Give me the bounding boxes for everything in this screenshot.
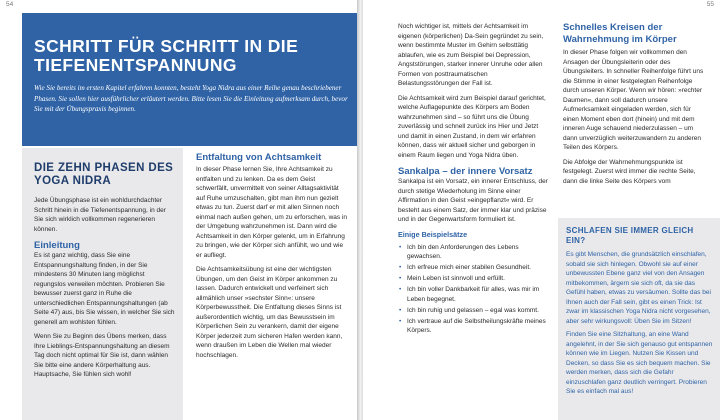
paragraph: Die Achtsamkeit wird zum Beispiel darauf gerichtet, welche Auflagepunkte des Körpers am Boden wahrzunehmen sind – so führt uns die Übung zuverlässig und schnell zurück ins Hier und Jetzt und damit in einen Zustand, in dem wir erfahren können, dass wir aktuell sicher und geborgen in einem Raum liegen und Yoga Nidra üben. [398, 94, 546, 159]
list-item: • Ich vertraue auf die Selbstheilungskräfte meines Körpers. [398, 317, 548, 336]
list-item: • Ich erfreue mich einer stabilen Gesundheit. [398, 263, 548, 273]
list-item: • Ich bin den Anforderungen des Lebens gewachsen. [398, 243, 548, 262]
examples-heading: Einige Beispielsätze [398, 229, 468, 239]
left-page [0, 0, 357, 420]
list-item: • Ich bin voller Dankbarkeit für alles, was mir im Leben begegnet. [398, 285, 548, 304]
tip-box-title: SCHLAFEN SIE IMMER GLEICH EIN? [566, 226, 694, 245]
paragraph: Sankalpa ist ein Vorsatz, ein innerer Entschluss, der durch stetige Wiederholung im Sinne einer Affirmation in den Geist »eingepflanzt« wird. Er besteht aus einem Satz, der immer klar und präzise und in der Gegenwartsform formuliert ist. [398, 178, 548, 223]
chapter-intro: Wie Sie bereits im ersten Kapitel erfahren konnten, besteht Yoga Nidra aus einer Reihe genau beschriebener Phasen. Sie sollen hier ausführlicher erläutert werden. Bitte lesen Sie die Einleitung aufmerksam durch, bevor Sie mit der Übungspraxis beginnen. [34, 84, 348, 114]
paragraph: In dieser Phase lernen Sie, Ihre Achtsamkeit zu entfalten und zu lenken. Da es dem Geist schwerfällt, unvermittelt von seiner Alltagsaktivität auf Ruhe umzuschalten, gibt man ihm nun gezielt etwas zu tun. Zuerst darf er mit allen Sinnen noch einmal nach außen gehen, um zu erforschen, was in der Umgebung wahrzunehmen ist. Dann wird die Achtsamkeit in den Körper gelenkt, um in Erfahrung zu bringen, wie der Körper sich anfühlt, wo und wie er aufliegt. [196, 166, 348, 259]
section-heading-einleitung: Einleitung [34, 240, 80, 251]
tip-paragraph: Finden Sie eine Sitzhaltung, an eine Wand angelehnt, in der Sie sich genauso gut entspannen können wie im Liegen. Nutzen Sie Kissen und Decken, so dass Sie es sich bequem machen. Sie werden merken, dass sich die Gefahr einzuschlafen ganz deutlich verringert. Probieren Sie es einfach mal aus! [566, 331, 713, 395]
phases-box-intro: Jede Übungsphase ist ein wohldurchdachter Schritt hinein in die Tiefenentspannung, in der Sie sich wirklich vollkommen regenerieren können. [34, 197, 166, 233]
paragraph: Die Achtsamkeitsübung ist eine der wichtigsten Übungen, um den Geist im Körper ankommen zu lassen. Dadurch entwickelt und verfeinert sich allmählich unser »sechster Sinn«: unsere Körperbewusstheit. Die Entfaltung dieses Sinns ist außerordentlich wichtig, um das Bewusstsein im Körperlichen Sein zu verankern, damit der eigene Körper jederzeit zum sicheren Hafen werden kann, wenn draußen im Leben die Wellen mal wieder hochschlagen. [196, 266, 343, 359]
list-item: • Mein Leben ist sinnvoll und erfüllt. [398, 274, 548, 284]
paragraph: Die Abfolge der Wahrnehmungspunkte ist festgelegt. Zuerst wird immer die rechte Seite, dann die linke Seite des Körpers vom [563, 158, 696, 185]
paragraph: Wenn Sie zu Beginn des Übens merken, dass Ihre Lieblings-Entspannungshaltung an diesem Tag doch nicht optimal für Sie ist, dann wählen Sie bitte eine andere Körperhaltung aus. Hauptsache, Sie fühlen sich wohl! [34, 333, 170, 378]
page-number-right: 55 [706, 1, 714, 8]
phases-box-title: DIE ZEHN PHASEN DES YOGA NIDRA [34, 162, 174, 187]
section-heading-achtsamkeit: Entfaltung von Achtsamkeit [196, 152, 322, 163]
page-number-left: 54 [6, 1, 14, 8]
phases-box [22, 148, 183, 420]
right-page-column-2 [563, 22, 708, 186]
list-item: • Ich bin ruhig und gelassen – egal was kommt. [398, 306, 548, 316]
section-heading-kreisen: Schnelles Kreisen der Wahrnehmung im Körper [563, 22, 677, 45]
left-page-text-column [196, 152, 349, 360]
chapter-title: SCHRITT FÜR SCHRITT IN DIE TIEFENENTSPANNUNG [34, 36, 299, 75]
section-heading-sankalpa: Sankalpa – der innere Vorsatz [398, 166, 533, 177]
paragraph: Es ist ganz wichtig, dass Sie eine Entspannungshaltung finden, in der Sie mindestens 30 Minuten lang möglichst regungslos verweilen möchten. Probieren Sie bewusser zuerst ganz in Ruhe die unterschiedlichen Entspannungshaltungen (ab Seite 47) aus, bis Sie wissen, in welcher Sie sich generell am wohlsten fühlen. [34, 252, 175, 326]
right-page-column-1 [398, 22, 548, 337]
tip-box [558, 218, 720, 420]
hero-banner [22, 13, 357, 146]
tip-paragraph: Es gibt Menschen, die grundsätzlich einschlafen, sobald sie sich hinlegen. Obwohl sie auf einer unbewussten Ebene ganz viel von den Ansagen mitbekommen, ärgern sie sich oft, da sie das Gefühl haben, etwas zu versäumen. Sollte das bei Ihnen auch der Fall sein, gibt es einen Trick: Ist zwar im klassischen Yoga Nidra nicht vorgesehen, aber sehr wirkungsvoll: Üben Sie im Sitzen! [566, 251, 711, 325]
paragraph: Noch wichtiger ist, mittels der Achtsamkeit im eigenen (körperlichen) Da-Sein gegründet zu sein, wenn bestimmte Muster im Gehirn selbsttätig ablaufen, wie es zum Beispiel bei Depression, Angststörungen, starker innerer Unruhe oder allen Formen von posttraumatischen Belastungsstörungen der Fall ist. [398, 23, 544, 87]
examples-list [398, 243, 548, 336]
paragraph: In dieser Phase folgen wir vollkommen den Ansagen der Übungsleiterin oder des Übungsleiters. In schneller Reihenfolge führt uns die Stimme in einer festgelegten Reihenfolge durch unseren Körper. Wenn wir hören: »rechter Daumen«, dann soll dadurch unsere Aufmerksamkeit eingeladen werden, sich für einen Moment eben dort (hinein) und mit dem inneren Auge schauend niederzulassen – um dann unverzüglich weiterzuwandern zu anderen Teilen des Körpers. [563, 49, 704, 151]
right-page [363, 0, 720, 420]
